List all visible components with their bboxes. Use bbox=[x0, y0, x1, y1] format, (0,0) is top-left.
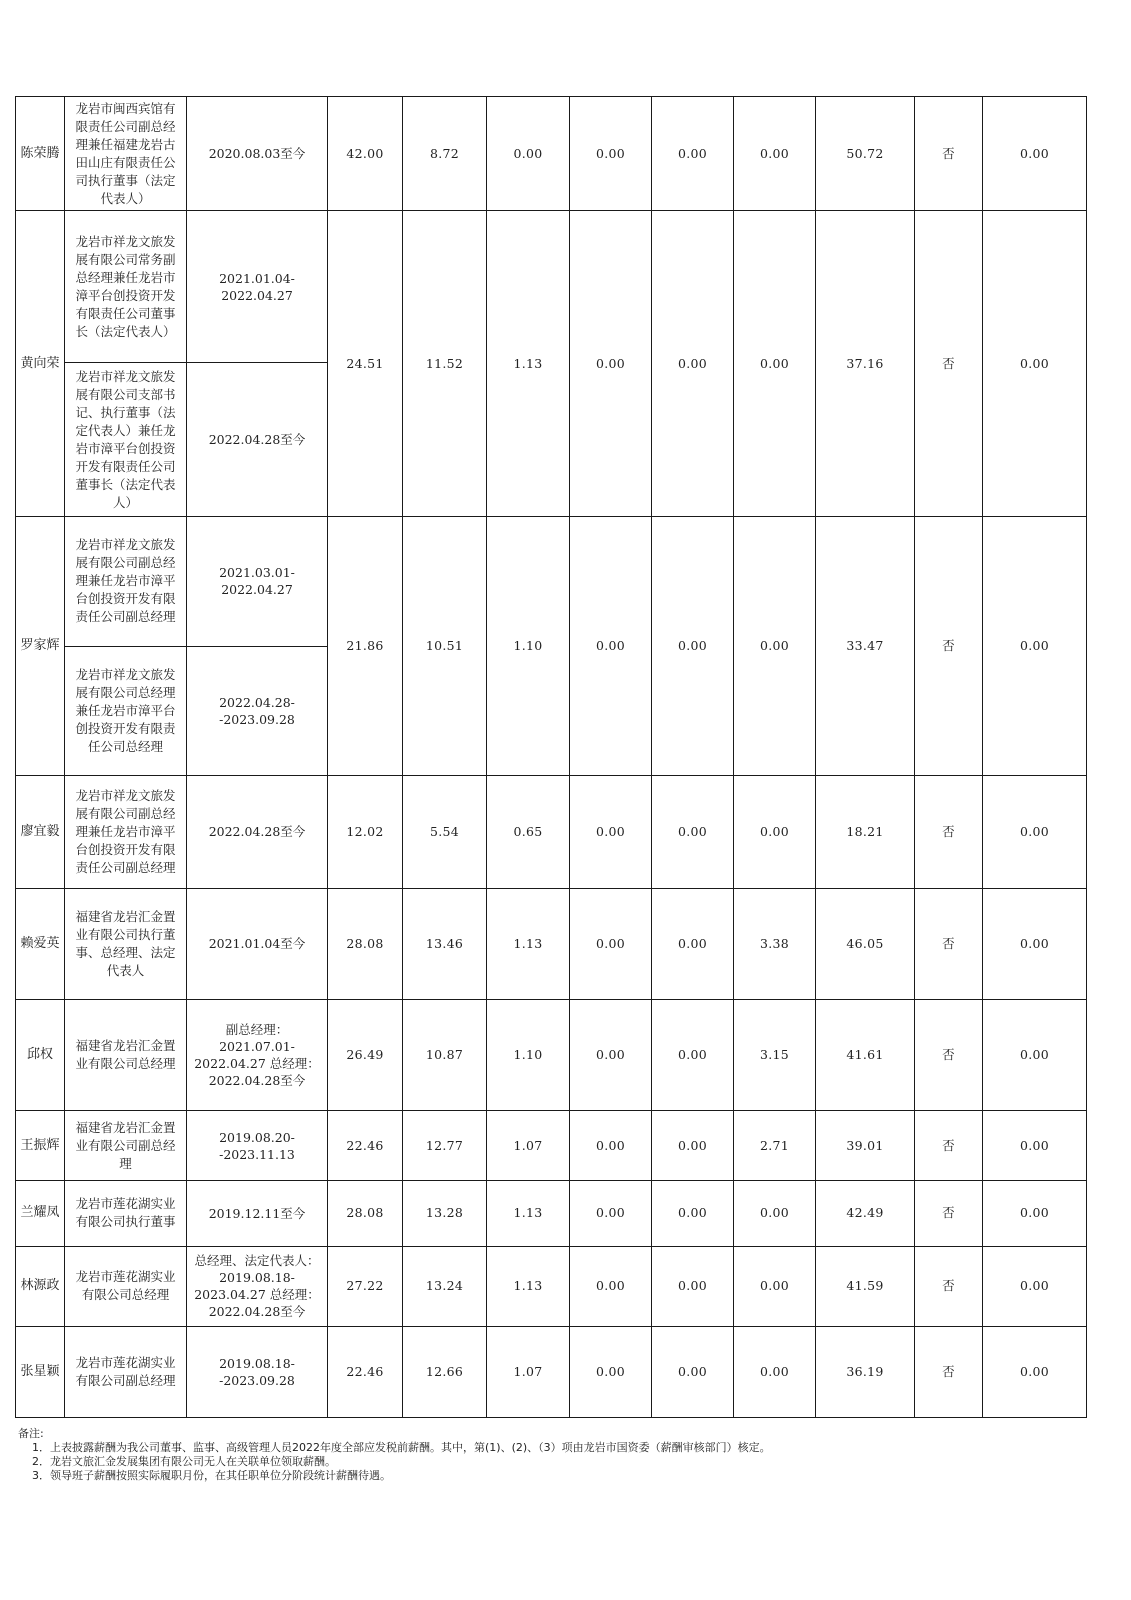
related-party-flag-cell: 否 bbox=[915, 97, 983, 211]
table-row bbox=[16, 1326, 1087, 1417]
amount-cell: 10.87 bbox=[403, 999, 487, 1110]
amount-cell: 0.00 bbox=[652, 888, 734, 999]
amount-cell: 28.08 bbox=[328, 888, 403, 999]
tenure-period-cell: 总经理、法定代表人：2019.08.18-2023.04.27 总经理：2022.04.28至今 bbox=[187, 1246, 328, 1326]
position-cell: 龙岩市祥龙文旅发展有限公司常务副总经理兼任龙岩市漳平台创投资开发有限责任公司董事长（法定代表人） bbox=[65, 211, 187, 363]
amount-cell: 10.51 bbox=[403, 517, 487, 776]
amount-cell: 0.00 bbox=[652, 1326, 734, 1417]
amount-cell: 0.00 bbox=[570, 999, 652, 1110]
person-name-cell: 林源政 bbox=[16, 1246, 65, 1326]
amount-cell: 0.00 bbox=[652, 1246, 734, 1326]
amount-cell: 3.38 bbox=[734, 888, 816, 999]
related-party-amount-cell: 0.00 bbox=[983, 888, 1087, 999]
position-cell: 龙岩市闽西宾馆有限责任公司副总经理兼任福建龙岩古田山庄有限责任公司执行董事（法定代表人） bbox=[65, 97, 187, 211]
related-party-flag-cell: 否 bbox=[915, 1246, 983, 1326]
amount-cell: 12.77 bbox=[403, 1111, 487, 1181]
related-party-flag-cell: 否 bbox=[915, 211, 983, 517]
amount-cell: 0.00 bbox=[734, 517, 816, 776]
amount-cell: 26.49 bbox=[328, 999, 403, 1110]
amount-cell: 12.02 bbox=[328, 776, 403, 888]
table-row bbox=[16, 1111, 1087, 1181]
amount-cell: 1.10 bbox=[487, 517, 570, 776]
amount-cell: 22.46 bbox=[328, 1111, 403, 1181]
amount-cell: 0.00 bbox=[734, 1326, 816, 1417]
amount-cell: 0.00 bbox=[570, 1246, 652, 1326]
related-party-amount-cell: 0.00 bbox=[983, 1181, 1087, 1247]
position-cell: 福建省龙岩汇金置业有限公司执行董事、总经理、法定代表人 bbox=[65, 888, 187, 999]
amount-cell: 3.15 bbox=[734, 999, 816, 1110]
amount-cell: 1.13 bbox=[487, 1181, 570, 1247]
position-cell: 福建省龙岩汇金置业有限公司副总经理 bbox=[65, 1111, 187, 1181]
amount-cell: 18.21 bbox=[816, 776, 915, 888]
amount-cell: 0.00 bbox=[734, 1181, 816, 1247]
related-party-amount-cell: 0.00 bbox=[983, 97, 1087, 211]
amount-cell: 0.00 bbox=[570, 211, 652, 517]
amount-cell: 0.00 bbox=[652, 517, 734, 776]
amount-cell: 1.13 bbox=[487, 888, 570, 999]
amount-cell: 1.13 bbox=[487, 1246, 570, 1326]
amount-cell: 12.66 bbox=[403, 1326, 487, 1417]
amount-cell: 39.01 bbox=[816, 1111, 915, 1181]
amount-cell: 42.00 bbox=[328, 97, 403, 211]
note-line: 1．上表披露薪酬为我公司董事、监事、高级管理人员2022年度全部应发税前薪酬。其中，第(1)、(2)、（3）项由龙岩市国资委（薪酬审核部门）核定。 bbox=[32, 1441, 771, 1454]
amount-cell: 0.00 bbox=[570, 888, 652, 999]
notes-section bbox=[18, 1427, 1098, 1483]
amount-cell: 8.72 bbox=[403, 97, 487, 211]
related-party-amount-cell: 0.00 bbox=[983, 999, 1087, 1110]
amount-cell: 13.24 bbox=[403, 1246, 487, 1326]
position-cell: 龙岩市莲花湖实业有限公司执行董事 bbox=[65, 1181, 187, 1247]
person-name-cell: 王振辉 bbox=[16, 1111, 65, 1181]
amount-cell: 0.00 bbox=[734, 211, 816, 517]
position-cell: 福建省龙岩汇金置业有限公司总经理 bbox=[65, 999, 187, 1110]
tenure-period-cell: 2019.08.18--2023.09.28 bbox=[187, 1326, 328, 1417]
amount-cell: 46.05 bbox=[816, 888, 915, 999]
amount-cell: 13.28 bbox=[403, 1181, 487, 1247]
amount-cell: 0.00 bbox=[652, 999, 734, 1110]
table-row bbox=[16, 776, 1087, 888]
person-name-cell: 罗家辉 bbox=[16, 517, 65, 776]
person-name-cell: 廖宜毅 bbox=[16, 776, 65, 888]
amount-cell: 11.52 bbox=[403, 211, 487, 517]
related-party-amount-cell: 0.00 bbox=[983, 1246, 1087, 1326]
amount-cell: 37.16 bbox=[816, 211, 915, 517]
related-party-amount-cell: 0.00 bbox=[983, 517, 1087, 776]
amount-cell: 24.51 bbox=[328, 211, 403, 517]
amount-cell: 0.00 bbox=[652, 1181, 734, 1247]
amount-cell: 0.00 bbox=[652, 211, 734, 517]
position-cell: 龙岩市祥龙文旅发展有限公司副总经理兼任龙岩市漳平台创投资开发有限责任公司副总经理 bbox=[65, 776, 187, 888]
amount-cell: 13.46 bbox=[403, 888, 487, 999]
table-row bbox=[16, 517, 1087, 647]
amount-cell: 36.19 bbox=[816, 1326, 915, 1417]
table-row bbox=[16, 211, 1087, 363]
amount-cell: 0.00 bbox=[570, 97, 652, 211]
position-cell: 龙岩市莲花湖实业有限公司总经理 bbox=[65, 1246, 187, 1326]
tenure-period-cell: 2019.08.20--2023.11.13 bbox=[187, 1111, 328, 1181]
person-name-cell: 赖爱英 bbox=[16, 888, 65, 999]
amount-cell: 0.00 bbox=[570, 1326, 652, 1417]
tenure-period-cell: 2021.01.04至今 bbox=[187, 888, 328, 999]
related-party-amount-cell: 0.00 bbox=[983, 1326, 1087, 1417]
compensation-table bbox=[15, 96, 1087, 1418]
related-party-flag-cell: 否 bbox=[915, 1111, 983, 1181]
note-line: 3．领导班子薪酬按照实际履职月份，在其任职单位分阶段统计薪酬待遇。 bbox=[32, 1469, 391, 1482]
tenure-period-cell: 2019.12.11至今 bbox=[187, 1181, 328, 1247]
person-name-cell: 黄向荣 bbox=[16, 211, 65, 517]
tenure-period-cell: 2020.08.03至今 bbox=[187, 97, 328, 211]
amount-cell: 0.00 bbox=[487, 97, 570, 211]
table-row bbox=[16, 97, 1087, 211]
tenure-period-cell: 2021.01.04-2022.04.27 bbox=[187, 211, 328, 363]
related-party-amount-cell: 0.00 bbox=[983, 1111, 1087, 1181]
note-line: 2．龙岩文旅汇金发展集团有限公司无人在关联单位领取薪酬。 bbox=[32, 1455, 336, 1468]
related-party-flag-cell: 否 bbox=[915, 999, 983, 1110]
amount-cell: 0.00 bbox=[652, 1111, 734, 1181]
tenure-period-cell: 2021.03.01-2022.04.27 bbox=[187, 517, 328, 647]
amount-cell: 41.59 bbox=[816, 1246, 915, 1326]
related-party-flag-cell: 否 bbox=[915, 517, 983, 776]
person-name-cell: 陈荣腾 bbox=[16, 97, 65, 211]
amount-cell: 28.08 bbox=[328, 1181, 403, 1247]
amount-cell: 21.86 bbox=[328, 517, 403, 776]
amount-cell: 0.00 bbox=[652, 97, 734, 211]
amount-cell: 0.00 bbox=[734, 97, 816, 211]
tenure-period-cell: 2022.04.28至今 bbox=[187, 363, 328, 517]
amount-cell: 41.61 bbox=[816, 999, 915, 1110]
table-row bbox=[16, 1181, 1087, 1247]
amount-cell: 1.07 bbox=[487, 1326, 570, 1417]
amount-cell: 0.00 bbox=[734, 776, 816, 888]
table-row bbox=[16, 999, 1087, 1110]
person-name-cell: 邱权 bbox=[16, 999, 65, 1110]
table-row bbox=[16, 888, 1087, 999]
amount-cell: 50.72 bbox=[816, 97, 915, 211]
amount-cell: 0.00 bbox=[570, 1111, 652, 1181]
amount-cell: 0.00 bbox=[570, 776, 652, 888]
amount-cell: 42.49 bbox=[816, 1181, 915, 1247]
related-party-flag-cell: 否 bbox=[915, 1181, 983, 1247]
position-cell: 龙岩市祥龙文旅发展有限公司支部书记、执行董事（法定代表人）兼任龙岩市漳平台创投资开发有限责任公司董事长（法定代表人） bbox=[65, 363, 187, 517]
amount-cell: 1.13 bbox=[487, 211, 570, 517]
amount-cell: 1.07 bbox=[487, 1111, 570, 1181]
position-cell: 龙岩市莲花湖实业有限公司副总经理 bbox=[65, 1326, 187, 1417]
notes-title: 备注: bbox=[18, 1427, 44, 1440]
tenure-period-cell: 副总经理：2021.07.01-2022.04.27 总经理：2022.04.28至今 bbox=[187, 999, 328, 1110]
amount-cell: 0.00 bbox=[652, 776, 734, 888]
position-cell: 龙岩市祥龙文旅发展有限公司总经理兼任龙岩市漳平台创投资开发有限责任公司总经理 bbox=[65, 646, 187, 776]
amount-cell: 0.00 bbox=[570, 517, 652, 776]
related-party-amount-cell: 0.00 bbox=[983, 776, 1087, 888]
related-party-amount-cell: 0.00 bbox=[983, 211, 1087, 517]
related-party-flag-cell: 否 bbox=[915, 1326, 983, 1417]
amount-cell: 0.00 bbox=[734, 1246, 816, 1326]
amount-cell: 2.71 bbox=[734, 1111, 816, 1181]
table-body bbox=[16, 97, 1087, 1418]
tenure-period-cell: 2022.04.28--2023.09.28 bbox=[187, 646, 328, 776]
amount-cell: 27.22 bbox=[328, 1246, 403, 1326]
amount-cell: 0.00 bbox=[570, 1181, 652, 1247]
amount-cell: 22.46 bbox=[328, 1326, 403, 1417]
person-name-cell: 张星颖 bbox=[16, 1326, 65, 1417]
position-cell: 龙岩市祥龙文旅发展有限公司副总经理兼任龙岩市漳平台创投资开发有限责任公司副总经理 bbox=[65, 517, 187, 647]
amount-cell: 1.10 bbox=[487, 999, 570, 1110]
related-party-flag-cell: 否 bbox=[915, 888, 983, 999]
amount-cell: 33.47 bbox=[816, 517, 915, 776]
tenure-period-cell: 2022.04.28至今 bbox=[187, 776, 328, 888]
related-party-flag-cell: 否 bbox=[915, 776, 983, 888]
table-row bbox=[16, 1246, 1087, 1326]
person-name-cell: 兰耀凤 bbox=[16, 1181, 65, 1247]
amount-cell: 0.65 bbox=[487, 776, 570, 888]
amount-cell: 5.54 bbox=[403, 776, 487, 888]
